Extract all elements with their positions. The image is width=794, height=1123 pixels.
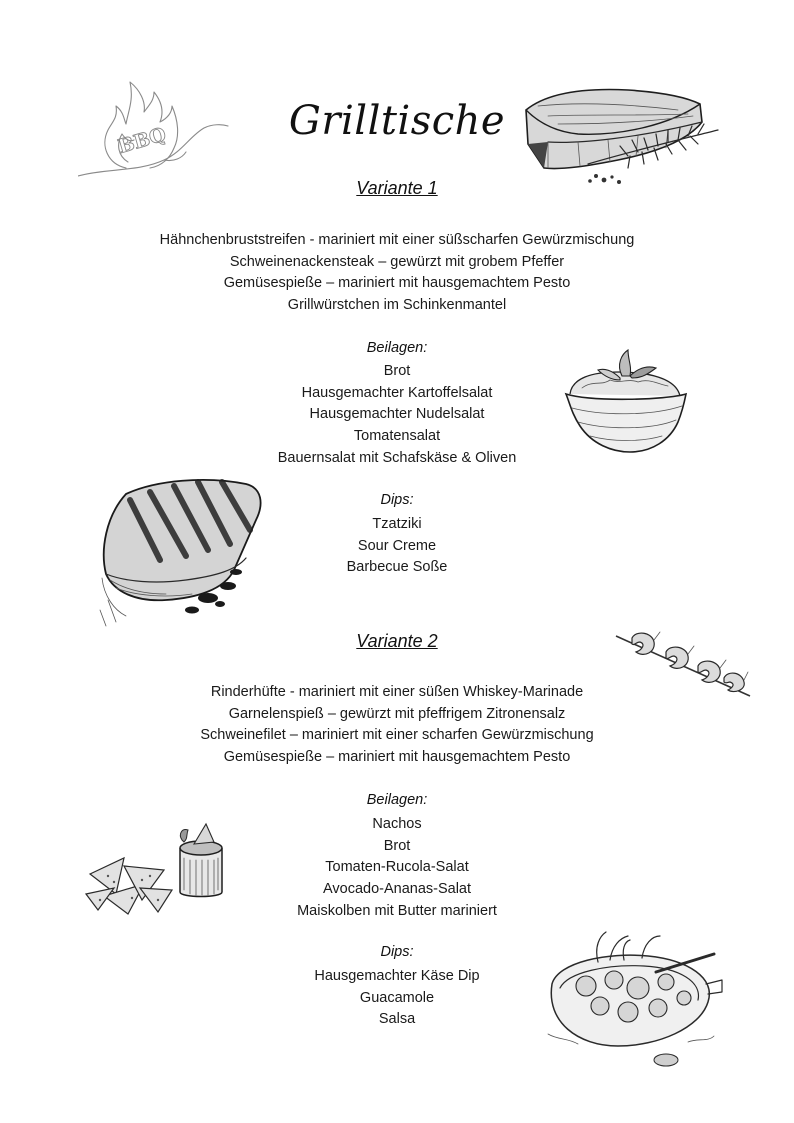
grilled-steak-icon (96, 470, 266, 630)
side-item: Hausgemachter Nudelsalat (309, 406, 485, 423)
menu-item: Grillwürstchen im Schinkenmantel (287, 297, 507, 314)
menu-title: Grilltische (288, 98, 506, 144)
variant-2-sides-heading: Beilagen: (366, 792, 428, 808)
menu-item: Hähnchenbruststreifen - mariniert mit einer süßscharfen Gewürzmischung (159, 232, 635, 248)
side-item: Tomaten-Rucola-Salat (325, 859, 469, 876)
dip-item: Salsa (378, 1011, 416, 1028)
mashed-potato-bowl-icon (562, 348, 690, 458)
menu-item: Gemüsespieße – mariniert mit hausgemachtem Pesto (223, 749, 571, 766)
variant-1-dips-heading: Dips: (380, 492, 414, 508)
variant-1-main-items (0, 230, 794, 317)
variant-2-heading: Variante 2 (356, 631, 438, 651)
variant-1-heading: Variante 1 (356, 178, 438, 198)
bbq-label: BBQ (115, 123, 169, 159)
side-item: Maiskolben mit Butter mariniert (297, 902, 497, 919)
dip-item: Barbecue Soße (346, 559, 448, 576)
menu-item: Schweinenackensteak – gewürzt mit grobem Pfeffer (229, 253, 565, 270)
dip-item: Hausgemachter Käse Dip (314, 968, 480, 984)
dip-item: Guacamole (359, 989, 435, 1006)
side-item: Hausgemachter Kartoffelsalat (301, 384, 493, 401)
variant-1-sides-heading: Beilagen: (366, 340, 428, 356)
menu-item: Garnelenspieß – gewürzt mit pfeffrigem Zitronensalz (228, 705, 566, 722)
side-item: Avocado-Ananas-Salat (322, 881, 472, 898)
variant-2-dips-heading: Dips: (380, 944, 414, 960)
nachos-dip-icon (84, 818, 226, 916)
menu-item: Gemüsespieße – mariniert mit hausgemachtem Pesto (223, 275, 571, 292)
side-item: Brot (383, 363, 411, 379)
dip-item: Sour Creme (357, 537, 437, 554)
menu-item: Rinderhüfte - mariniert mit einer süßen Whiskey-Marinade (210, 684, 584, 700)
side-item: Bauernsalat mit Schafskäse & Oliven (277, 449, 517, 466)
side-item: Brot (383, 837, 411, 854)
side-item: Nachos (372, 816, 422, 832)
dip-item: Tzatziki (372, 516, 422, 532)
shrimp-skewer-icon (612, 628, 754, 704)
side-item: Tomatensalat (353, 428, 441, 445)
vegetable-pan-icon (538, 922, 724, 1072)
menu-item: Schweinefilet – mariniert mit einer scharfen Gewürzmischung (200, 727, 594, 744)
